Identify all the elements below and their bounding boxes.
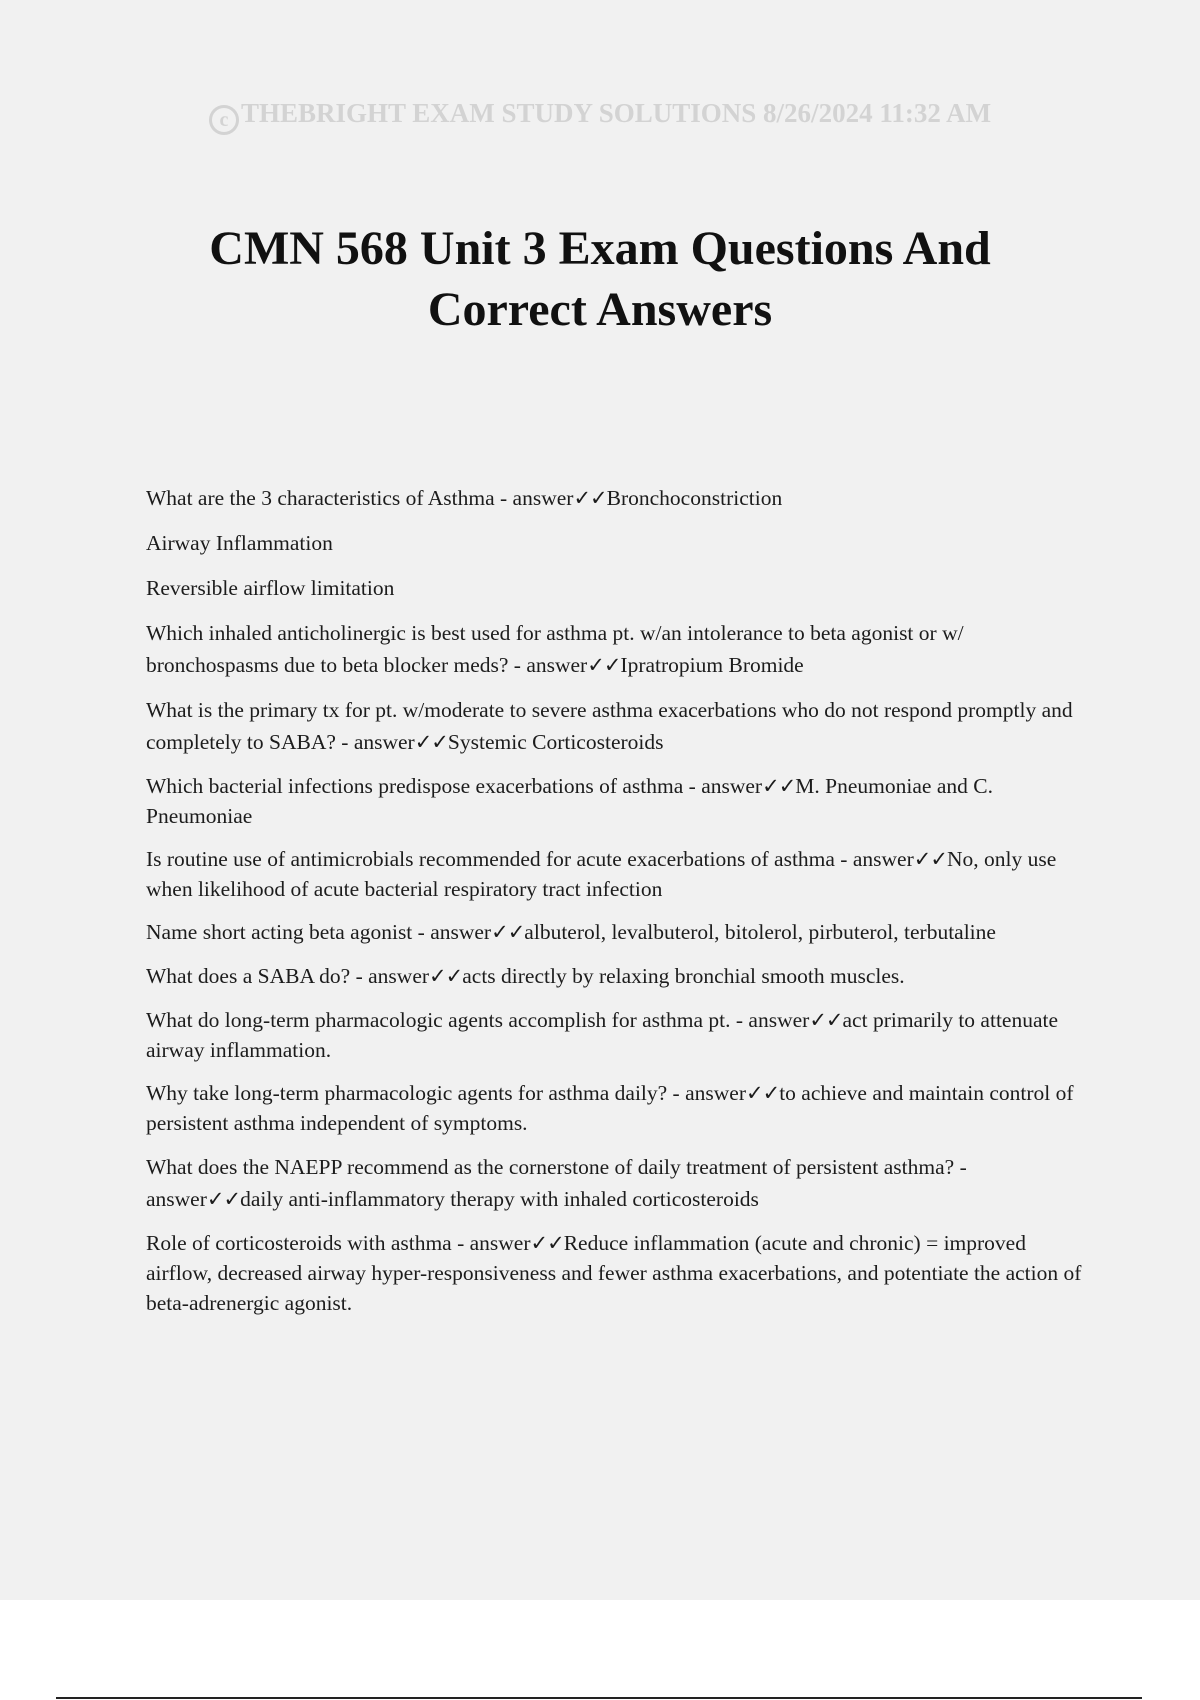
double-check-icon: ✓✓ — [491, 920, 525, 944]
answer-prefix: answer — [512, 486, 574, 510]
answer-text: acts directly by relaxing bronchial smooth muscles. — [462, 964, 905, 988]
page-title — [100, 218, 1100, 340]
watermark-text: THEBRIGHT EXAM STUDY SOLUTIONS 8/26/2024 11:32 AM — [240, 98, 992, 128]
answer-text: Ipratropium Bromide — [620, 653, 804, 677]
page-title-line-2: Correct Answers — [427, 283, 773, 336]
qa-item — [146, 617, 1096, 681]
double-check-icon: ✓✓ — [762, 774, 796, 798]
answer-text: Bronchoconstriction — [606, 486, 783, 510]
qa-item — [146, 482, 1096, 514]
question-text: What does the NAEPP recommend as the cornerstone of daily treatment of persistent asthma? - — [146, 1155, 967, 1179]
answer-prefix: answer — [852, 847, 914, 871]
answer-prefix: answer — [353, 730, 415, 754]
question-text: What are the 3 characteristics of Asthma - — [146, 486, 513, 510]
double-check-icon: ✓✓ — [809, 1008, 843, 1032]
answer-prefix: answer — [526, 653, 588, 677]
double-check-icon: ✓✓ — [573, 486, 607, 510]
answer-text: Reduce inflammation (acute and chronic) = improved airflow, decreased airway hyper-responsiveness and fewer asthma exacerbations, and potentiate the action of beta-adrenergic agonist. — [146, 1231, 1082, 1315]
answer-prefix: answer — [748, 1008, 810, 1032]
qa-item — [146, 694, 1096, 758]
answer-text: Systemic Corticosteroids — [447, 730, 664, 754]
answer-prefix: answer — [430, 920, 492, 944]
copyright-icon: c — [209, 105, 239, 135]
qa-item — [146, 1078, 1096, 1138]
answer-prefix: answer — [368, 964, 430, 988]
double-check-icon: ✓✓ — [429, 964, 463, 988]
answer-prefix: answer — [146, 1187, 207, 1211]
answer-continuation — [146, 527, 1096, 559]
watermark — [0, 98, 1200, 135]
question-text: Is routine use of antimicrobials recommended for acute exacerbations of asthma - — [146, 847, 853, 871]
qa-item — [146, 917, 1096, 947]
qa-item — [146, 1151, 1096, 1215]
double-check-icon: ✓✓ — [587, 653, 621, 677]
answer-continuation — [146, 572, 1096, 604]
answer-text: Airway Inflammation — [146, 531, 333, 555]
footer-divider — [56, 1697, 1142, 1699]
question-text: What do long-term pharmacologic agents accomplish for asthma pt. - — [146, 1008, 749, 1032]
qa-item — [146, 1228, 1096, 1318]
qa-item — [146, 1005, 1096, 1065]
answer-prefix: answer — [701, 774, 763, 798]
qa-list — [146, 482, 1096, 1331]
double-check-icon: ✓✓ — [746, 1081, 780, 1105]
double-check-icon: ✓✓ — [206, 1187, 241, 1211]
question-text: What does a SABA do? - — [146, 964, 369, 988]
answer-prefix: answer — [685, 1081, 746, 1105]
qa-item — [146, 771, 1096, 831]
answer-text: daily anti-inflammatory therapy with inhaled corticosteroids — [240, 1187, 759, 1211]
double-check-icon: ✓✓ — [530, 1231, 564, 1255]
answer-prefix: answer — [469, 1231, 531, 1255]
answer-text: No, only use when likelihood of acute bacterial respiratory tract infection — [146, 847, 1057, 901]
answer-text: M. Pneumoniae and C. Pneumoniae — [146, 774, 993, 828]
question-text: Role of corticosteroids with asthma - — [146, 1231, 470, 1255]
answer-text: Reversible airflow limitation — [146, 576, 395, 600]
qa-item — [146, 844, 1096, 904]
qa-item — [146, 960, 1096, 992]
question-text: Which inhaled anticholinergic is best used for asthma pt. w/an intolerance to beta agonist or w/ bronchospasms due to beta blocker meds? - — [146, 621, 964, 677]
question-text: Why take long-term pharmacologic agents for asthma daily? - — [146, 1081, 686, 1105]
question-text: Name short acting beta agonist - — [146, 920, 431, 944]
answer-text: to achieve and maintain control of persistent asthma independent of symptoms. — [146, 1081, 1074, 1135]
page-title-line-1: CMN 568 Unit 3 Exam Questions And — [209, 222, 991, 275]
question-text: Which bacterial infections predispose exacerbations of asthma - — [146, 774, 702, 798]
double-check-icon: ✓✓ — [913, 847, 947, 871]
double-check-icon: ✓✓ — [414, 730, 448, 754]
question-text: What is the primary tx for pt. w/moderate to severe asthma exacerbations who do not respond promptly and completely to SABA? - — [146, 698, 1073, 754]
answer-text: albuterol, levalbuterol, bitolerol, pirbuterol, terbutaline — [524, 920, 996, 944]
answer-text: act primarily to attenuate airway inflammation. — [146, 1008, 1059, 1062]
